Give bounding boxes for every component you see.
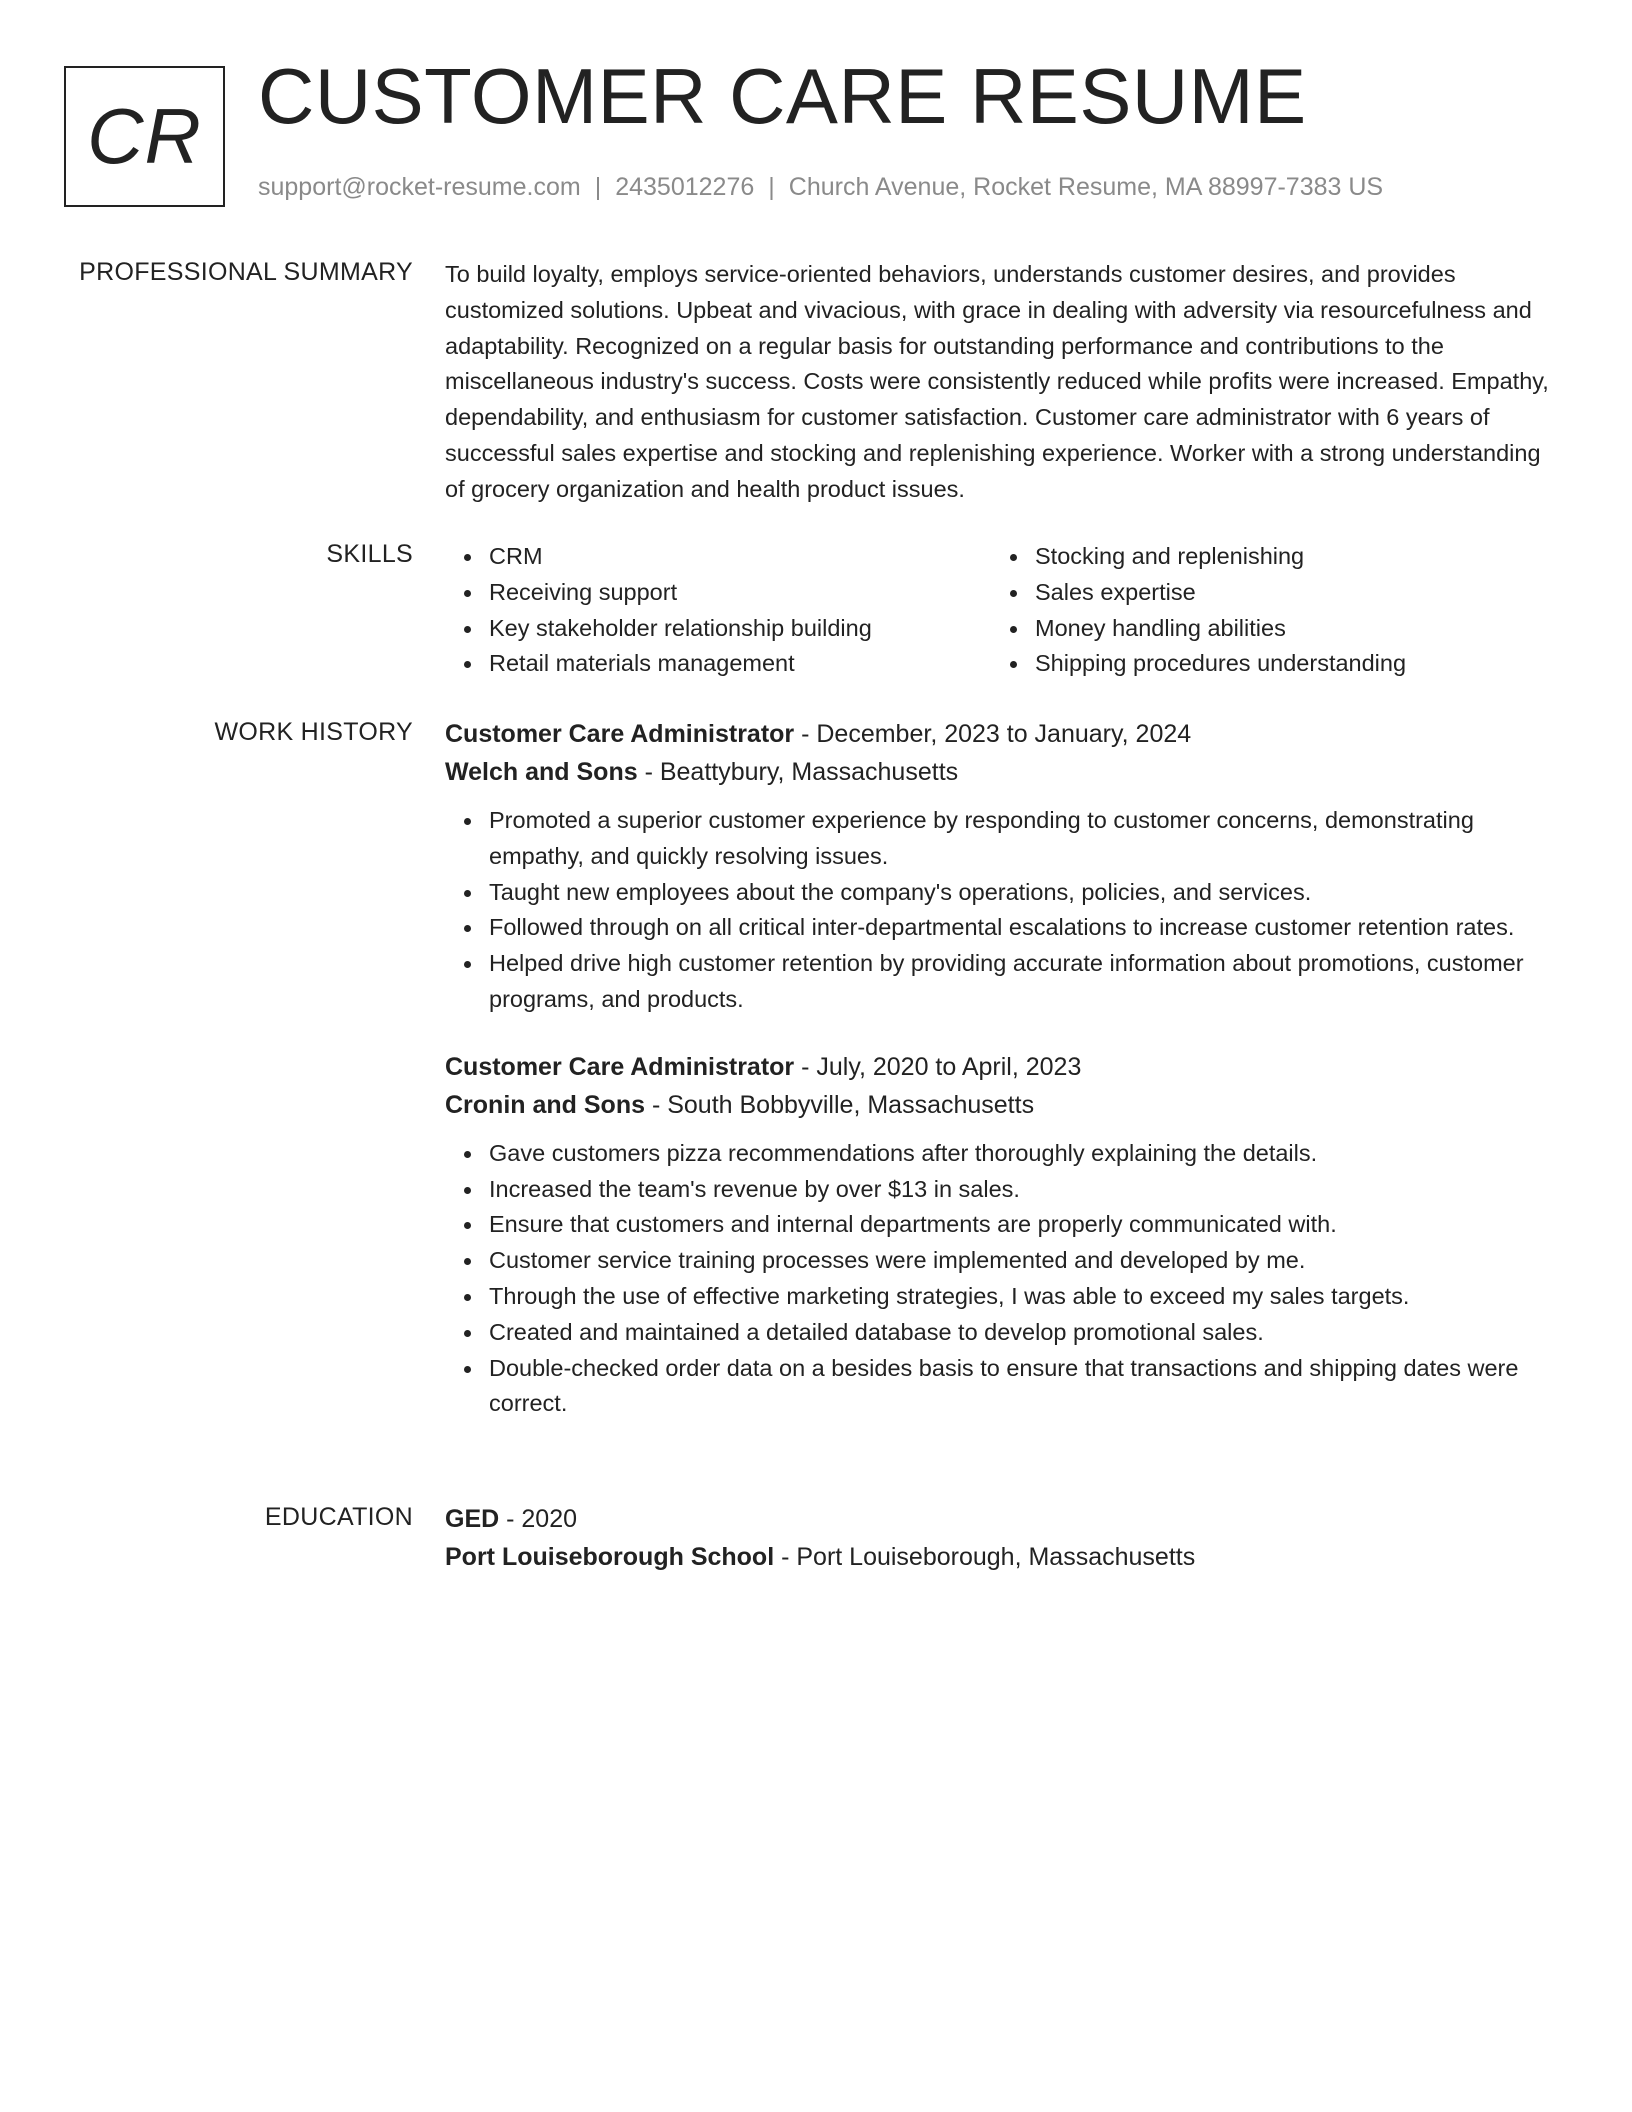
job-title-line (445, 1048, 1555, 1086)
summary-label: PROFESSIONAL SUMMARY (79, 258, 413, 286)
job-bullets (445, 803, 1555, 1018)
skill-item: Money handling abilities (1035, 611, 1537, 647)
skills-body (445, 539, 1555, 682)
skill-item: Retail materials management (489, 646, 991, 682)
summary-body (445, 257, 1555, 508)
education-degree: GED (445, 1505, 500, 1533)
contact-address: Church Avenue, Rocket Resume, MA 88997-7383 US (788, 173, 1384, 201)
skills-label: SKILLS (326, 540, 413, 568)
job-dates: - December, 2023 to January, 2024 (794, 720, 1192, 748)
job-bullet: Created and maintained a detailed database to develop promotional sales. (489, 1315, 1555, 1351)
education-year: - 2020 (499, 1505, 578, 1533)
job-company-line (445, 1086, 1555, 1124)
education-label: EDUCATION (264, 1503, 413, 1531)
summary-text: To build loyalty, employs service-oriented behaviors, understands customer desires, and provides customized solutions. Upbeat and vivacious, with grace in dealing with adversity via resourcefulness and adaptability. Recognized on a regular basis for outstanding performance and contributions to the miscellaneous industry's success. Costs were consistently reduced while profits were increased. Empathy, dependability, and enthusiasm for customer satisfaction. Customer care administrator with 6 years of successful sales expertise and stocking and replenishing experience. Worker with a strong understanding of grocery organization and health product issues. (445, 261, 1549, 502)
job-bullet: Taught new employees about the company's operations, policies, and services. (489, 875, 1555, 911)
contact-phone: 2435012276 (615, 173, 755, 201)
job-bullet: Helped drive high customer retention by providing accurate information about promotions, customer programs, and products. (489, 946, 1555, 1018)
monogram-logo: CR (64, 66, 225, 207)
skill-item: Sales expertise (1035, 575, 1537, 611)
skills-grid (445, 539, 1555, 682)
job-bullet: Followed through on all critical inter-departmental escalations to increase customer retention rates. (489, 910, 1555, 946)
job-bullet: Customer service training processes were implemented and developed by me. (489, 1243, 1555, 1279)
contact-email: support@rocket-resume.com (258, 173, 581, 201)
job-bullet: Promoted a superior customer experience by responding to customer concerns, demonstrating empathy, and quickly resolving issues. (489, 803, 1555, 875)
education-degree-line (445, 1500, 1555, 1538)
job-title: Customer Care Administrator (445, 720, 795, 748)
contact-separator: | (768, 173, 775, 201)
job-bullet: Through the use of effective marketing strategies, I was able to exceed my sales targets. (489, 1279, 1555, 1315)
job-dates: - July, 2020 to April, 2023 (794, 1052, 1082, 1081)
skill-item: Stocking and replenishing (1035, 539, 1537, 575)
job-company: Cronin and Sons (445, 1090, 645, 1119)
skill-item: Key stakeholder relationship building (489, 611, 991, 647)
skill-item: CRM (489, 539, 991, 575)
contact-line (258, 173, 1383, 202)
job-location: - South Bobbyville, Massachusetts (645, 1090, 1035, 1119)
job-bullet: Double-checked order data on a besides basis to ensure that transactions and shipping dates were correct. (489, 1351, 1555, 1423)
job-company: Welch and Sons (445, 758, 638, 786)
job-title-line (445, 715, 1555, 753)
job-title: Customer Care Administrator (445, 1052, 795, 1081)
job-company-line (445, 753, 1555, 791)
education-school: Port Louiseborough School (445, 1543, 775, 1571)
skill-item: Shipping procedures understanding (1035, 646, 1537, 682)
job-bullet: Ensure that customers and internal departments are properly communicated with. (489, 1207, 1555, 1243)
work-history-body (445, 715, 1555, 1422)
work-history-label: WORK HISTORY (214, 718, 413, 746)
job-bullet: Gave customers pizza recommendations after thoroughly explaining the details. (489, 1136, 1555, 1172)
job-entry (445, 715, 1555, 1018)
education-body (445, 1500, 1555, 1588)
contact-separator: | (594, 173, 602, 201)
job-entry (445, 1048, 1555, 1422)
resume-title: CUSTOMER CARE RESUME (258, 52, 1307, 140)
skill-item: Receiving support (489, 575, 991, 611)
job-bullet: Increased the team's revenue by over $13 in sales. (489, 1172, 1555, 1208)
education-location: - Port Louiseborough, Massachusetts (774, 1543, 1196, 1571)
job-bullets (445, 1136, 1555, 1422)
job-location: - Beattybury, Massachusetts (637, 758, 959, 786)
skills-list-left (445, 539, 991, 682)
skills-list-right (991, 539, 1537, 682)
education-school-line (445, 1538, 1555, 1576)
